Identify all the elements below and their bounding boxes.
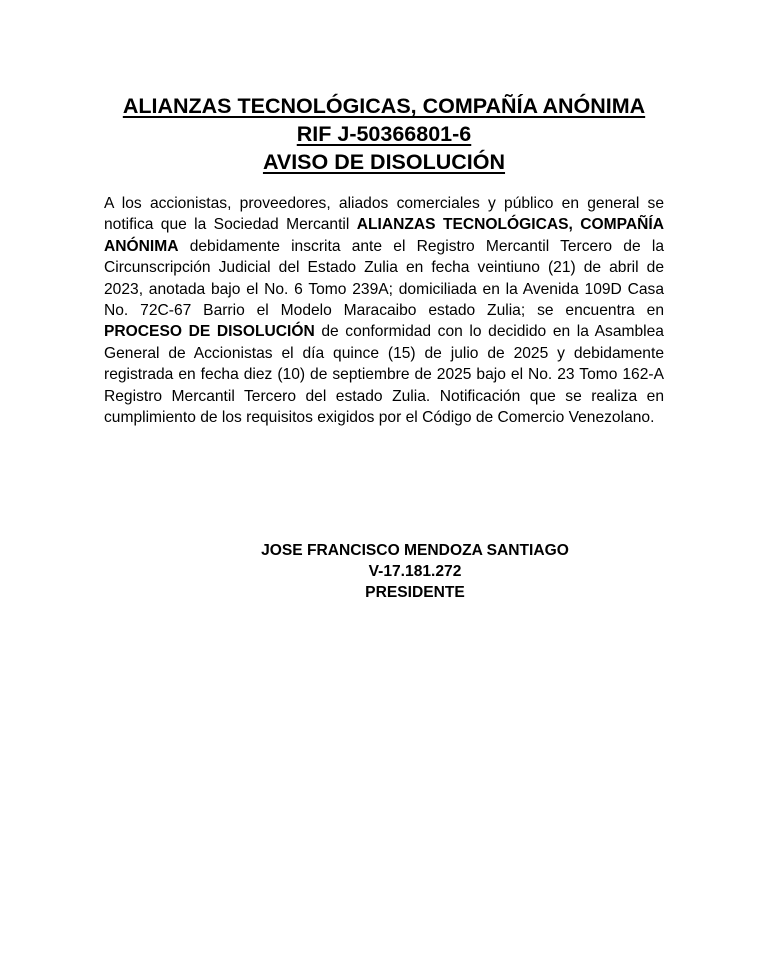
body-company-name-bold: ALIANZAS TECNOLÓGICAS, COMPAÑÍA ANÓNIMA bbox=[104, 216, 665, 255]
body-dissolution-process-bold: PROCESO DE DISOLUCIÓN bbox=[104, 323, 315, 341]
body-text-part-1: A los accionistas, proveedores, aliados comerciales y público en general se notifica que la Sociedad Mercantil bbox=[104, 195, 664, 234]
notice-body bbox=[104, 193, 664, 428]
body-text-part-3: de conformidad con lo decidido en la Asamblea General de Accionistas el día quince (15) de julio de 2025 y debidamente registrada en fecha diez (10) de septiembre de 2025 bajo el No. 23 Tomo 162-A Registro Mercantil Tercero del estado Zulia. Notificación que se realiza en cumplimiento de los requisitos exigidos por el Código de Comercio Venezolano. bbox=[104, 323, 664, 427]
rif-text: RIF J-50366801-6 bbox=[296, 122, 472, 146]
notice-title-text: AVISO DE DISOLUCIÓN bbox=[262, 150, 506, 174]
rif-heading bbox=[0, 120, 768, 148]
signature-block bbox=[190, 540, 640, 603]
notice-title-heading bbox=[0, 148, 768, 176]
company-name-text: ALIANZAS TECNOLÓGICAS, COMPAÑÍA ANÓNIMA bbox=[122, 94, 646, 118]
signatory-id: V-17.181.272 bbox=[368, 563, 462, 580]
signatory-role: PRESIDENTE bbox=[365, 584, 465, 601]
company-name-heading bbox=[0, 92, 768, 120]
signatory-name: JOSE FRANCISCO MENDOZA SANTIAGO bbox=[261, 542, 569, 559]
notice-header bbox=[0, 92, 768, 176]
body-text-part-2: debidamente inscrita ante el Registro Mercantil Tercero de la Circunscripción Judicial del Estado Zulia en fecha veintiuno (21) de abril de 2023, anotada bajo el No. 6 Tomo 239A; domiciliada en la Avenida 109D Casa No. 72C-67 Barrio el Modelo Maracaibo estado Zulia; se encuentra en bbox=[104, 237, 664, 320]
